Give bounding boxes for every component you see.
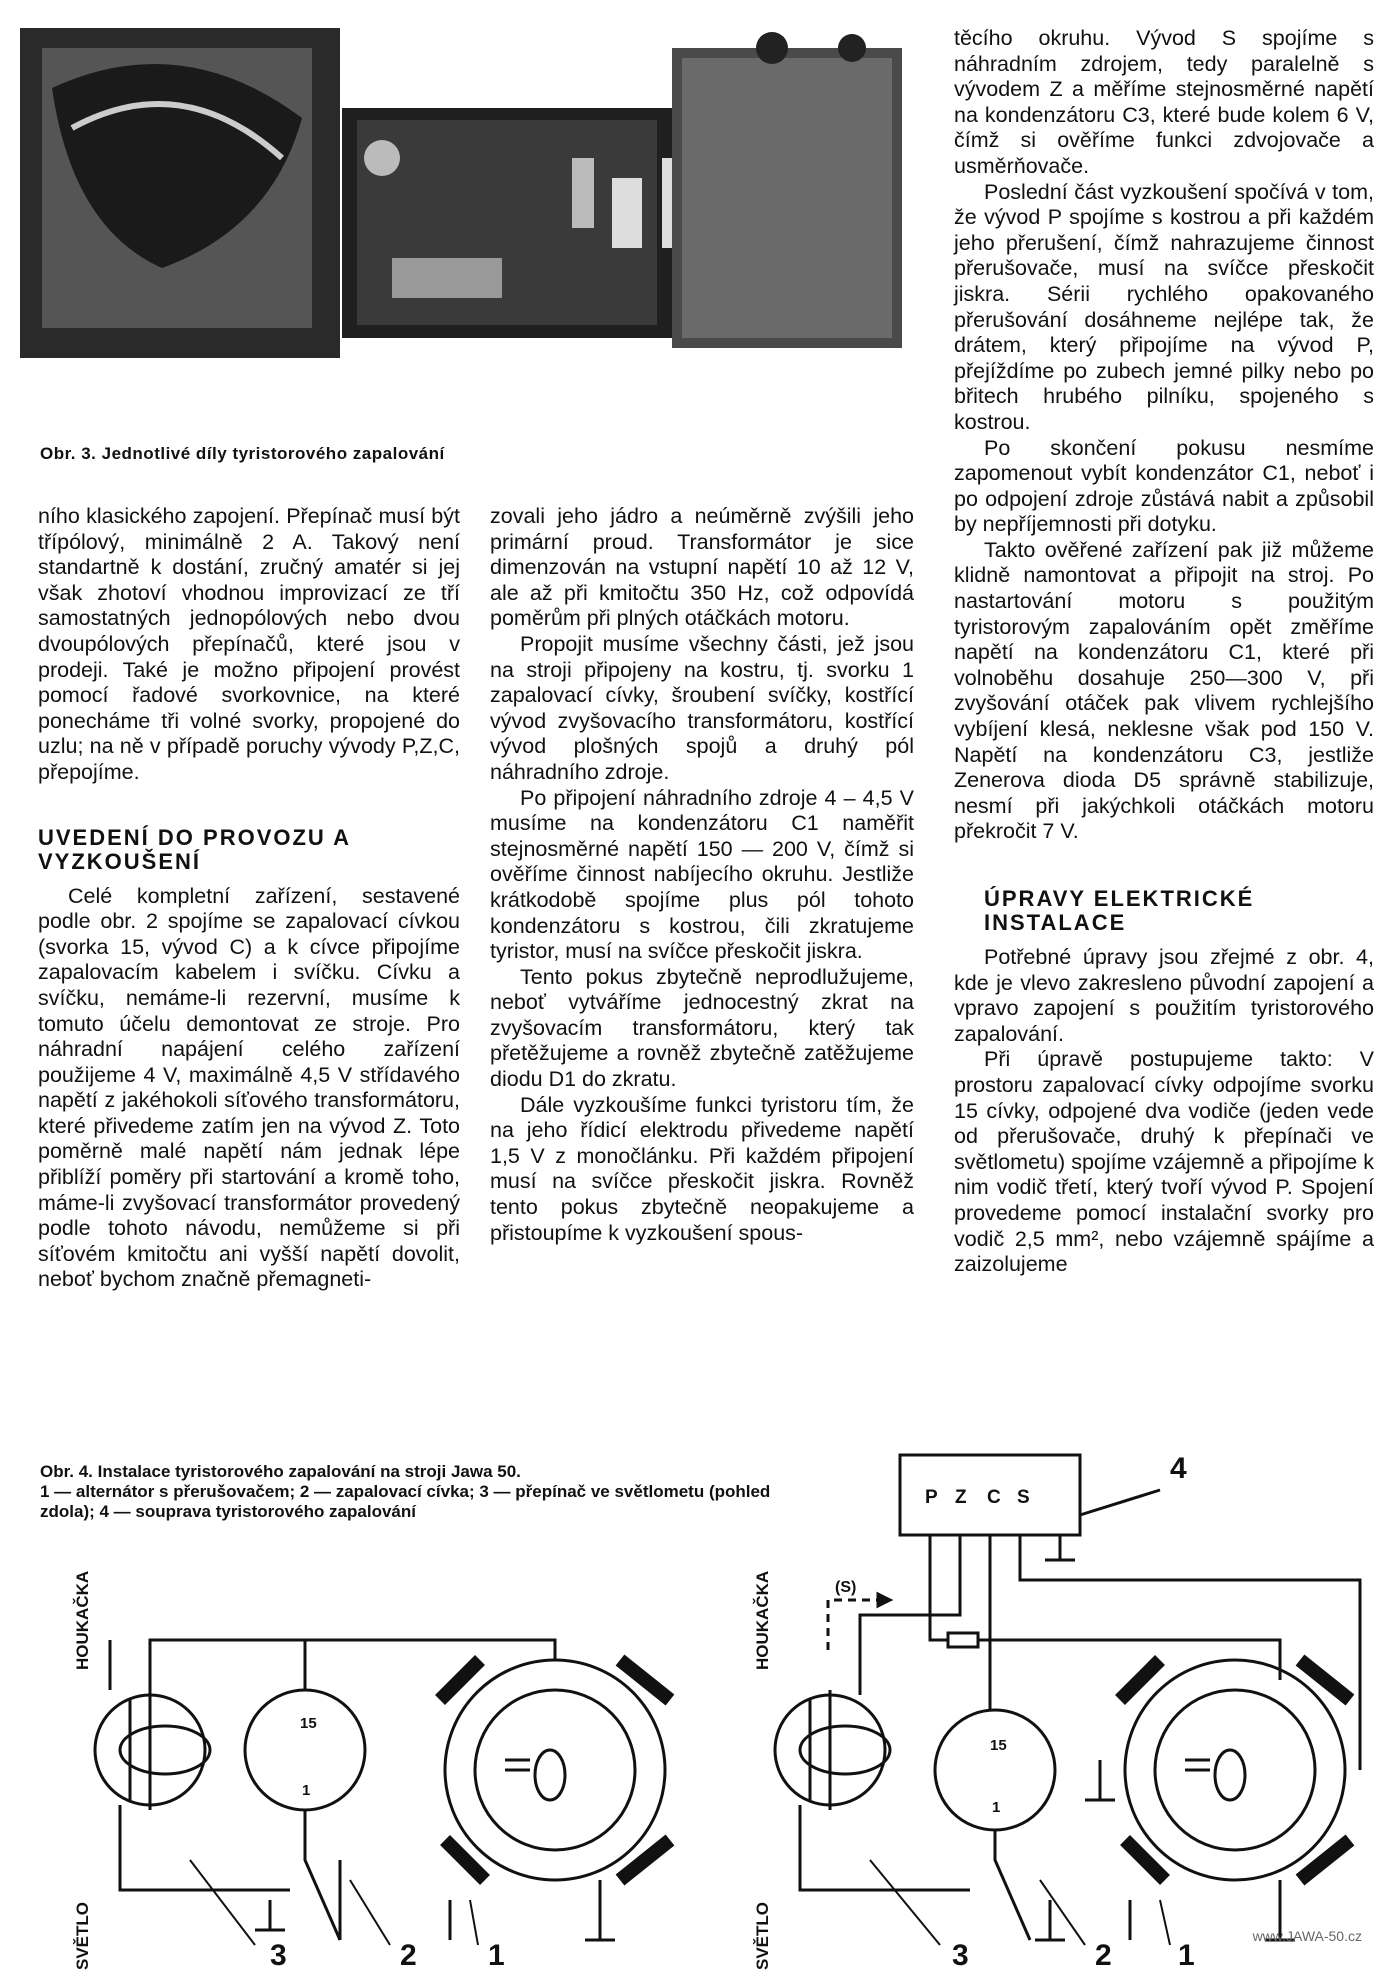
fig4-right-modified <box>753 1452 1360 1972</box>
col2-paragraph-3: Po připojení náhradního zdroje 4 – 4,5 V musíme na kondenzátoru C1 naměřit stejnosměrné napětí 150 — 200 V, čímž si ověříme činnost nabíjecího okruhu. Jestliže krátkodobě spojíme plus pól tohoto kondenzátoru s kostrou, čili zkratujeme tyristor, musí na svíčce přeskočit jiskra. <box>490 785 914 964</box>
col1-paragraph-1: ního klasického zapojení. Přepínač musí být třípólový, minimálně 2 A. Takový není standartně k dostání, zručný amatér si jej však zhotoví vhodnou improvizací ze tří samostatných jednopólových nebo dvou dvoupólových přepínačů, které jsou v prodeji. Také je možno připojení provést pomocí řadové svorkovnice, na které ponecháme tři volné svorky, propojené do uzlu; na ně v případě poruchy vývody P,Z,C, přepojíme. <box>38 504 460 784</box>
coil-terminal-15-right: 15 <box>990 1737 1007 1754</box>
fig4-left-original <box>73 1571 670 1972</box>
label-houkacka-right: HOUKAČKA <box>753 1570 772 1670</box>
col3-paragraph-6: Při úpravě postupujeme takto: V prostoru zapalovací cívky odpojíme svorku 15 cívky, odpojené dva vodiče (jeden vede od přerušovače, druhý k přepínači ve světlometu) spojíme vzájemně a připojíme k nim vodič třetí, který tvoří vývod P. Spojení provedeme pomocí instalační svorky pro vodič 2,5 mm², nebo vzájemně spájíme a zaizolujeme <box>954 1047 1374 1277</box>
label-houkacka-left: HOUKAČKA <box>73 1570 92 1670</box>
col1-heading: UVEDENÍ DO PROVOZU A VYZKOUŠENÍ <box>38 824 351 874</box>
col3-heading: ÚPRAVY ELEKTRICKÉ INSTALACE <box>984 886 1255 935</box>
coil-terminal-1-left: 1 <box>302 1782 311 1799</box>
alternator-1-right <box>1125 1660 1345 1880</box>
label-svetlo-left: SVĚTLO <box>73 1901 92 1970</box>
label-num-2-right: 2 <box>1095 1939 1112 1972</box>
col2-paragraph-5: Dále vyzkoušíme funkci tyristoru tím, že na jeho řídicí elektrodu přivedeme napětí 1,5 V z monočlánku. Při každém připojení musí na svíčce přeskočit jiskra. Rovněž tento pokus zbytečně neopakujeme a přistoupíme k vyzkoušení spous- <box>490 1092 914 1245</box>
coil-terminal-15-left: 15 <box>300 1715 317 1732</box>
fig3-photo <box>12 8 912 428</box>
fig3-caption: Obr. 3. Jednotlivé díly tyristorového zapalování <box>40 444 445 463</box>
col2-paragraph-1: zovali jeho jádro a neúměrně zvýšili jeho primární proud. Transformátor je sice dimenzován na vstupní napětí 10 až 12 V, ale až při kmitočtu 350 Hz, což odpovídá poměrům při plných otáčkách motoru. <box>490 504 914 631</box>
fig4-caption-line1: Obr. 4. Instalace tyristorového zapalování na stroji Jawa 50. <box>40 1462 521 1481</box>
col3-paragraph-5: Potřebné úpravy jsou zřejmé z obr. 4, kde je vlevo zakresleno původní zapojení a vpravo zapojení s použitím tyristorového zapalování. <box>954 945 1374 1046</box>
fig4-caption-line2: 1 — alternátor s přerušovačem; 2 — zapalovací cívka; 3 — přepínač ve světlometu (pohled zdola); 4 — souprava tyristorového zapalování <box>40 1482 771 1521</box>
col1-paragraph-2: Celé kompletní zařízení, sestavené podle obr. 2 spojíme se zapalovací cívkou (svorka 15, vývod C) a k cívce připojíme zapalovacím kabelem i svíčku. Cívku a svíčku, nemáme-li rezervní, musíme k tomuto účelu demontovat ze stroje. Pro náhradní napájení celého zařízení použijeme 4 V, maximálně 4,5 V střídavého napětí z jakéhokoli síťového transformátoru, které přivedeme zatím jen na vývod Z. Toto poměrně malé napětí nám jednak lépe přiblíží poměry při startování a kromě toho, máme-li zvyšovací transformátor provedený podle tohoto návodu, nemůžeme si při síťovém kmitočtu ani vyšší napětí dovolit, neboť bychom značně přemagneti- <box>38 883 460 1292</box>
label-num-4: 4 <box>1170 1452 1187 1485</box>
label-svetlo-right: SVĚTLO <box>753 1901 772 1970</box>
label-num-3-right: 3 <box>952 1939 969 1972</box>
column-3 <box>954 26 1374 1278</box>
fuse-resistor <box>948 1633 978 1647</box>
label-num-1-left: 1 <box>488 1939 505 1972</box>
coil-terminal-1-right: 1 <box>992 1799 1001 1816</box>
column-1 <box>38 504 460 1293</box>
col3-paragraph-3: Po skončení pokusu nesmíme zapomenout vybít kondenzátor C1, neboť i po odpojení zdroje zůstává nabit a způsobil by nepříjemnosti při dotyku. <box>954 435 1374 537</box>
label-s-optional: (S) <box>835 1579 857 1596</box>
terminal-z: Z <box>955 1487 967 1508</box>
label-num-3-left: 3 <box>270 1939 287 1972</box>
label-num-1-right: 1 <box>1178 1939 1195 1972</box>
col2-paragraph-4: Tento pokus zbytečně neprodlužujeme, neboť vytváříme jednocestný zkrat na zvyšovacím transformátoru, který tak přetěžujeme a rovněž zbytečně zatěžujeme diodu D1 do zkratu. <box>490 964 914 1092</box>
column-2 <box>490 504 914 1246</box>
alternator-1-left <box>445 1660 665 1880</box>
terminal-c: C <box>987 1487 1001 1508</box>
watermark: www.JAWA-50.cz <box>1252 1928 1362 1944</box>
col3-paragraph-1: těcího okruhu. Vývod S spojíme s náhradním zdrojem, tedy paralelně s vývodem Z a měříme stejnosměrné napětí na kondenzátoru C3, které bude kolem 6 V, čímž si ověříme funkci zdvojovače a usměrňovače. <box>954 26 1374 178</box>
label-num-2-left: 2 <box>400 1939 417 1972</box>
terminal-s: S <box>1017 1487 1030 1508</box>
terminal-p: P <box>925 1487 938 1508</box>
col2-paragraph-2: Propojit musíme všechny části, jež jsou na stroji připojeny na kostru, tj. svorku 1 zapalovací cívky, šroubení svíčky, kostřící vývod zvyšovacího transformátoru, kostřící vývod plošných spojů a druhý pól náhradního zdroje. <box>490 631 914 784</box>
col3-paragraph-4: Takto ověřené zařízení pak již můžeme klidně namontovat a připojit na stroj. Po nastartování motoru s použitým tyristorovým zapalováním opět změříme napětí na kondenzátoru C1, které při volnoběhu dosahuje 250—300 V, při zvyšování otáček pak vlivem rychlejšího vybíjení klesá, neklesne však pod 150 V. Napětí na kondenzátoru C3, jestliže Zenerova dioda D5 správně stabilizuje, nesmí při jakýchkoli otáčkách motoru překročit 7 V. <box>954 537 1374 844</box>
col3-paragraph-2: Poslední část vyzkoušení spočívá v tom, že vývod P spojíme s kostrou a při každém jeho přerušení, čímž nahrazujeme činnost přerušovače, musí na svíčce přeskočit jiskra. Sérii rychlého opakovaného přerušování dosáhneme nejlépe tak, že drátem, který připojíme na vývod P, přejíždíme po zubech jemné pilky nebo po břitech hrubého pilníku, spojeného s kostrou. <box>954 179 1374 434</box>
fig4-diagram <box>0 1440 1400 1981</box>
